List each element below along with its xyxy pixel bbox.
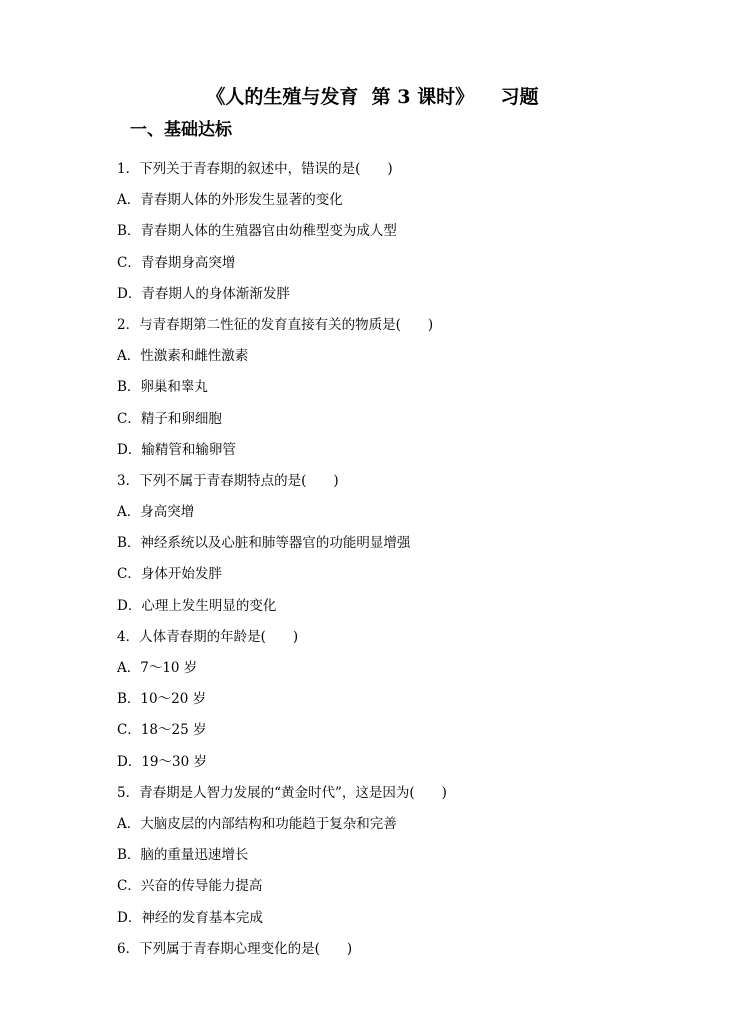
question-4-stem: 4．人体青春期的年龄是( ): [117, 628, 299, 645]
question-3-stem: 3．下列不属于青春期特点的是( ): [117, 472, 339, 489]
question-2-option-d: D．输精管和输卵管: [117, 441, 236, 458]
question-2-option-a: A．性激素和雌性激素: [117, 348, 249, 365]
question-1-option-a: A．青春期人体的外形发生显著的变化: [117, 192, 343, 209]
question-5-stem: 5．青春期是人智力发展的“黄金时代”，这是因为( ): [117, 784, 447, 801]
question-1-option-b: B．青春期人体的生殖器官由幼稚型变为成人型: [117, 223, 397, 240]
question-1-stem: 1．下列关于青春期的叙述中，错误的是( ): [117, 161, 393, 177]
question-list: [117, 154, 677, 965]
question-5-option-a: A．大脑皮层的内部结构和功能趋于复杂和完善: [117, 815, 397, 832]
question-5-option-b: B．脑的重量迅速增长: [117, 847, 249, 864]
question-5-option-c: C．兴奋的传导能力提高: [117, 878, 263, 895]
question-3-option-c: C．身体开始发胖: [117, 566, 222, 583]
document-title: 《人的生殖与发育 第 3 课时》 习题: [206, 86, 539, 108]
question-4-option-c: C．18～25 岁: [117, 722, 207, 739]
question-3-option-a: A．身高突增: [117, 504, 195, 521]
question-1-option-d: D．青春期人的身体渐渐发胖: [117, 285, 290, 302]
question-3-option-b: B．神经系统以及心脏和肺等器官的功能明显增强: [117, 535, 411, 552]
question-3-option-d: D．心理上发生明显的变化: [117, 597, 277, 614]
question-2-stem: 2．与青春期第二性征的发育直接有关的物质是( ): [117, 316, 434, 333]
question-1-option-c: C．青春期身高突增: [117, 254, 236, 271]
question-4-option-a: A．7～10 岁: [117, 660, 198, 676]
question-5-option-d: D．神经的发育基本完成: [117, 909, 263, 926]
question-4-option-b: B．10～20 岁: [117, 691, 207, 708]
question-2-option-b: B．卵巢和睾丸: [117, 379, 208, 396]
question-2-option-c: C．精子和卵细胞: [117, 410, 222, 427]
section-heading: 一、基础达标: [130, 120, 232, 140]
question-6-stem: 6．下列属于青春期心理变化的是( ): [117, 940, 353, 957]
question-4-option-d: D．19～30 岁: [117, 753, 207, 770]
